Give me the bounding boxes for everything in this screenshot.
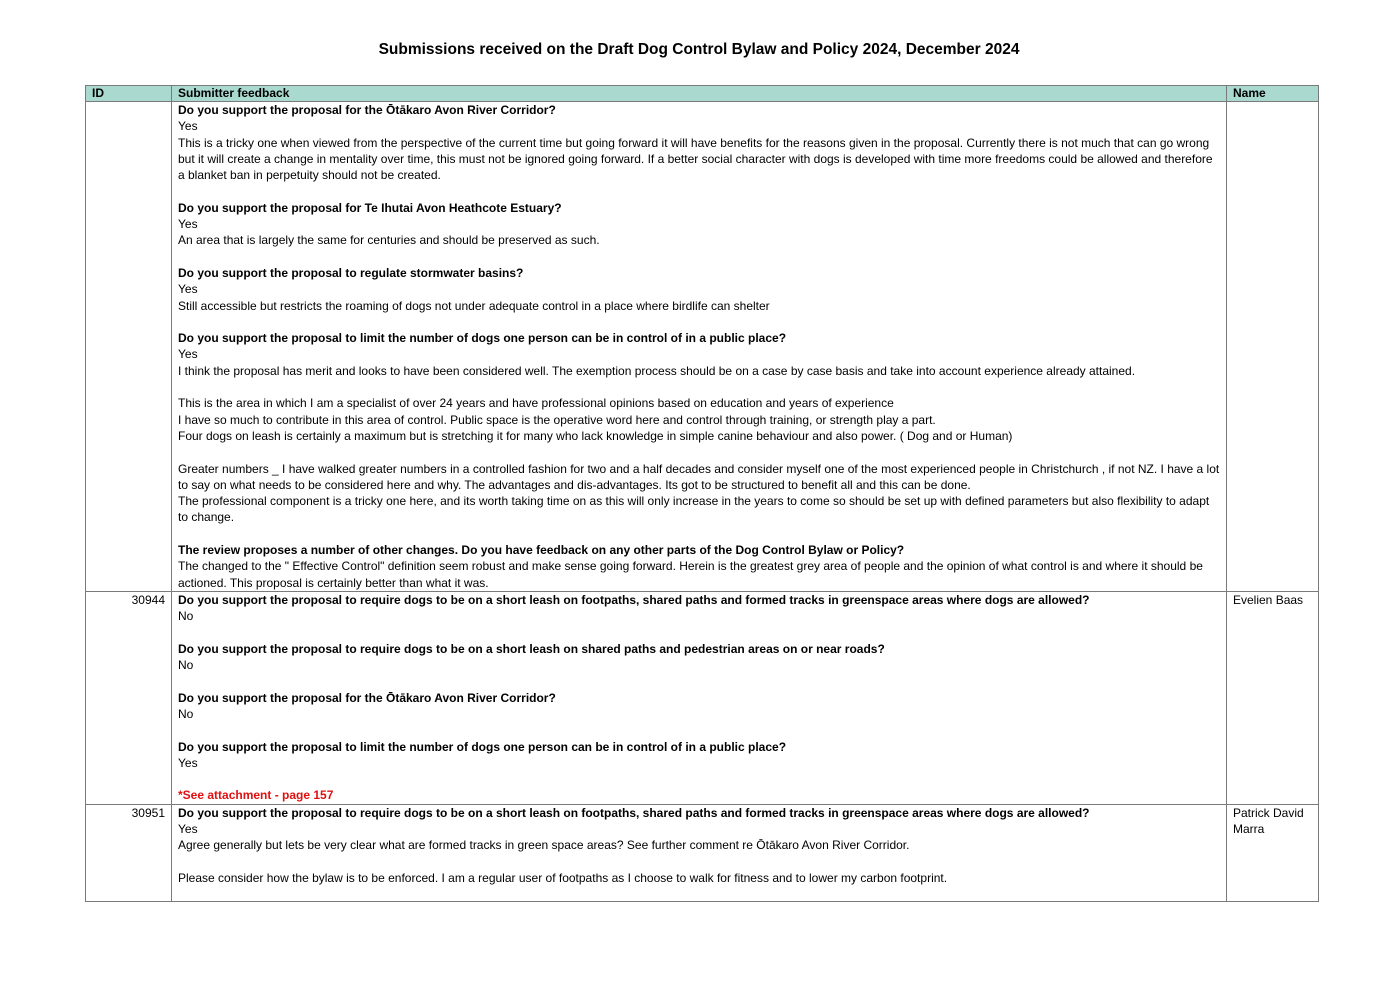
question: Do you support the proposal to require dogs to be on a short leash on footpaths, shared paths and formed tracks in greenspace areas where dogs are allowed? (178, 592, 1090, 607)
feedback-block (178, 592, 1220, 625)
answer: No (178, 609, 194, 624)
column-header-name: Name (1227, 86, 1319, 102)
feedback-block (178, 330, 1220, 379)
comment: I have so much to contribute in this area of control. Public space is the operative word here and control through training, or strength play a part. (178, 412, 936, 427)
feedback-block (178, 265, 1220, 314)
submitter-name: Evelien Baas (1227, 591, 1319, 804)
table-row (86, 102, 1319, 592)
question: Do you support the proposal to require dogs to be on a short leash on footpaths, shared paths and formed tracks in greenspace areas where dogs are allowed? (178, 805, 1090, 820)
comment: An area that is largely the same for centuries and should be preserved as such. (178, 233, 600, 248)
attachment-note: *See attachment - page 157 (178, 788, 334, 803)
comment: Four dogs on leash is certainly a maximum but is stretching it for many who lack knowledge in simple canine behaviour and also power. ( Dog and or Human) (178, 428, 1013, 443)
answer: No (178, 706, 194, 721)
question: The review proposes a number of other changes. Do you have feedback on any other parts of the Dog Control Bylaw or Policy? (178, 543, 905, 558)
feedback-block (178, 461, 1220, 526)
comment: This is the area in which I am a specialist of over 24 years and have professional opinions based on education and years of experience (178, 396, 894, 411)
page-title: Submissions received on the Draft Dog Control Bylaw and Policy 2024, December 2024 (378, 41, 1020, 58)
feedback-block (178, 542, 1220, 591)
comment: This is a tricky one when viewed from the perspective of the current time but going forward it will have benefits for the reasons given in the proposal. Currently there is not much that can go wrong but it will create a change in mentality over time, this must not be ignored going forward. If a better social character with dogs is developed with time more freedoms could be allowed and therefore a blanket ban in perpetuity should not be created. (178, 135, 1213, 183)
feedback-block (178, 395, 1220, 444)
submitter-feedback (172, 804, 1227, 901)
comment: Still accessible but restricts the roaming of dogs not under adequate control in a place where birdlife can shelter (178, 298, 770, 313)
feedback-block (178, 690, 1220, 723)
answer: Yes (178, 217, 198, 232)
question: Do you support the proposal for the Ōtākaro Avon River Corridor? (178, 690, 556, 705)
table-header-row (86, 86, 1319, 102)
submitter-feedback (172, 591, 1227, 804)
submitter-name (1227, 102, 1319, 592)
comment: I think the proposal has merit and looks to have been considered well. The exemption process should be on a case by case basis and take into account experience already attained. (178, 363, 1136, 378)
question: Do you support the proposal to require dogs to be on a short leash on shared paths and pedestrian areas on or near roads? (178, 641, 885, 656)
feedback-block (178, 102, 1220, 183)
submission-id (86, 102, 172, 592)
submitter-name: Patrick David Marra (1227, 804, 1319, 901)
question: Do you support the proposal for Te Ihutai Avon Heathcote Estuary? (178, 200, 562, 215)
comment: Greater numbers _ I have walked greater numbers in a controlled fashion for two and a half decades and consider myself one of the most experienced people in Christchurch , if not NZ. I have a lot to say on what needs to be considered here and why. The advantages and dis-advantages. Its got to be structured to benefit all and this can be done. (178, 461, 1220, 492)
feedback-block (178, 739, 1220, 772)
table-row (86, 591, 1319, 804)
comment: Please consider how the bylaw is to be enforced. I am a regular user of footpaths as I choose to walk for fitness and to lower my carbon footprint. (178, 870, 948, 885)
answer: Yes (178, 347, 198, 362)
submitter-feedback (172, 102, 1227, 592)
feedback-block (178, 200, 1220, 249)
question: Do you support the proposal to limit the number of dogs one person can be in control of in a public place? (178, 739, 787, 754)
feedback-block (178, 805, 1220, 854)
question: Do you support the proposal for the Ōtākaro Avon River Corridor? (178, 103, 556, 117)
feedback-block (178, 870, 1220, 886)
answer: Yes (178, 822, 198, 837)
question: Do you support the proposal to limit the number of dogs one person can be in control of in a public place? (178, 331, 787, 346)
comment: The changed to the " Effective Control" definition seem robust and make sense going forward. Herein is the greatest grey area of people and the opinion of what control is and where it should be actioned. This proposal is certainly better than what it was. (178, 559, 1203, 590)
answer: No (178, 658, 194, 673)
column-header-id: ID (86, 86, 172, 102)
table-row (86, 804, 1319, 901)
submissions-table (85, 85, 1319, 902)
feedback-block (178, 641, 1220, 674)
column-header-feedback: Submitter feedback (172, 86, 1227, 102)
answer: Yes (178, 119, 198, 134)
submission-id: 30951 (86, 804, 172, 901)
question: Do you support the proposal to regulate stormwater basins? (178, 265, 524, 280)
answer: Yes (178, 755, 198, 770)
comment: The professional component is a tricky one here, and its worth taking time on as this will only increase in the years to come so should be set up with defined parameters but also flexibility to adapt to change. (178, 494, 1210, 525)
submission-id: 30944 (86, 591, 172, 804)
answer: Yes (178, 282, 198, 297)
comment: Agree generally but lets be very clear what are formed tracks in green space areas? See further comment re Ōtākaro Avon River Corridor. (178, 838, 910, 853)
